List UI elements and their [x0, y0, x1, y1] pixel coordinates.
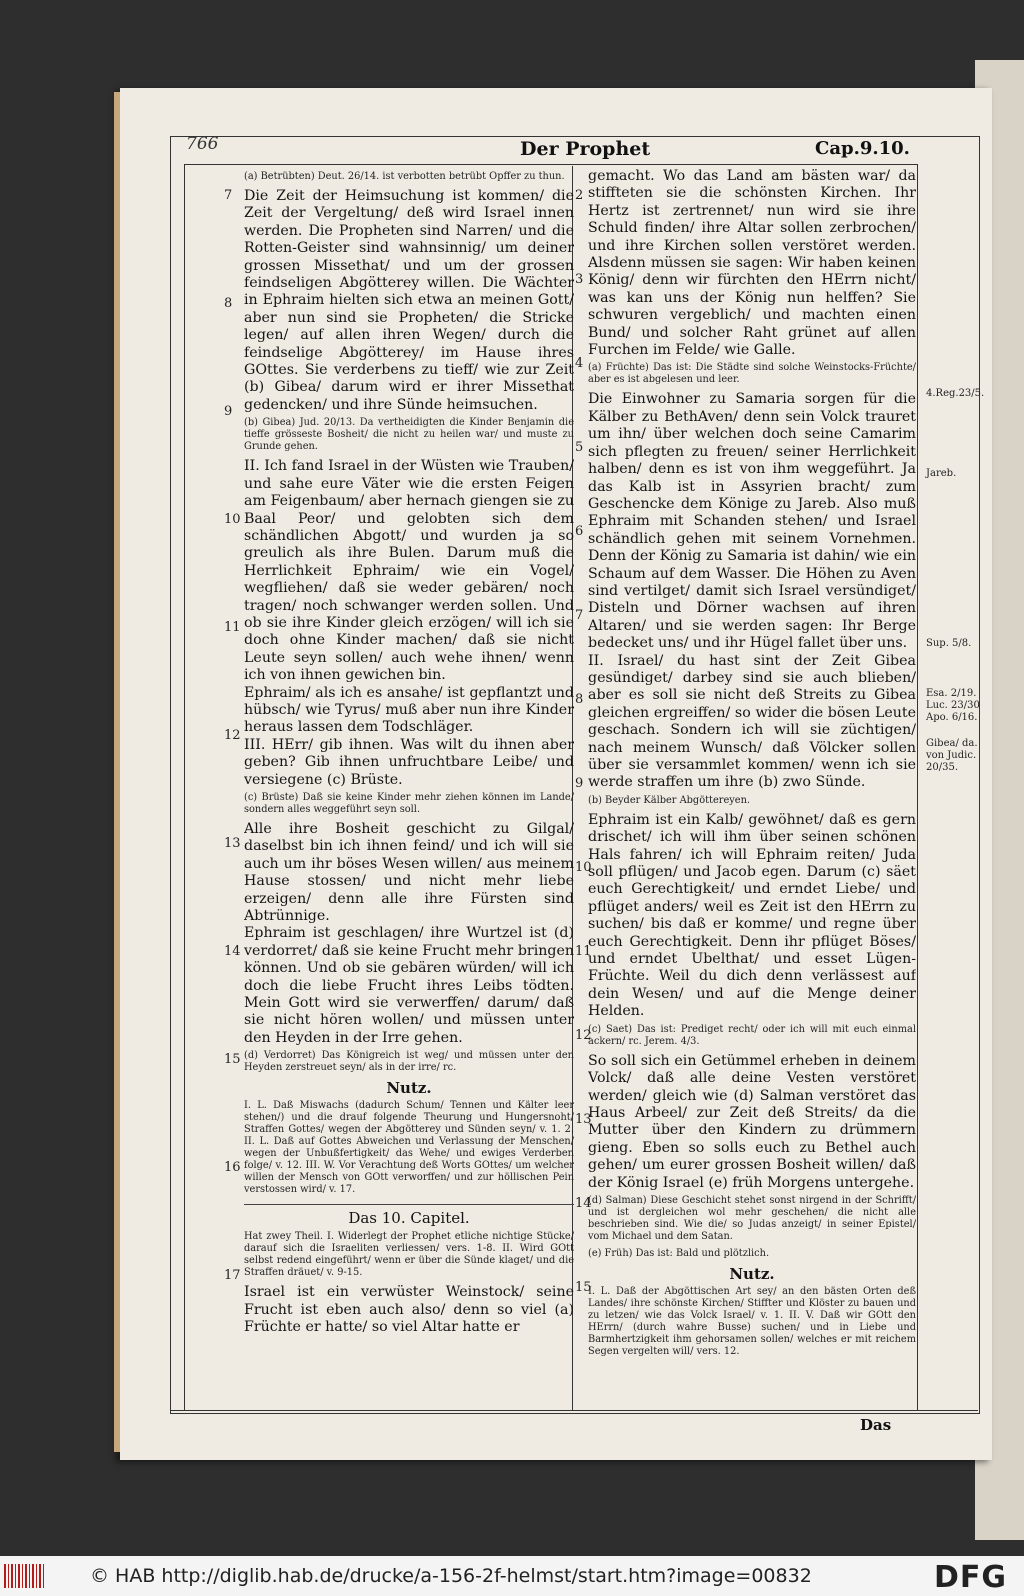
right-text-column — [588, 168, 916, 1408]
chapter-label: Cap.9.10. — [815, 138, 910, 159]
margin-reference: Sup. 5/8. — [926, 638, 972, 649]
verse-number: 4 — [575, 356, 584, 371]
margin-reference: Gibea/ da. von Judic. 20/35. — [926, 738, 978, 773]
verse-number: 2 — [575, 188, 584, 203]
verse-text: III. HErr/ gib ihnen. Was wilt du ihnen aber geben? Gib ihnen unfruchtbare Leibe/ und versiegene (c) Brüste. — [244, 736, 574, 788]
footnote: (d) Verdorret) Das Königreich ist weg/ und müssen unter den Heyden zerstreuet seyn/ als in der irre/ rc. — [244, 1050, 574, 1074]
margin-rule-left — [184, 164, 185, 1410]
left-text-column — [244, 168, 574, 1408]
margin-reference: Jareb. — [926, 468, 957, 479]
verse-text: Ephraim ist geschlagen/ ihre Wurtzel ist (d) verdorret/ daß sie keine Frucht mehr bringen können. Und ob sie gebären würden/ will ich doch die liebe Frucht ihres Leibs tödten. Mein Gott wird sie verwerffen/ darum/ daß sie nicht hören wollen/ und müssen unter den Heyden in der Irre gehen. — [244, 925, 574, 1046]
margin-reference: 4.Reg.23/5. — [926, 388, 985, 399]
footnote: I. L. Daß Miswachs (dadurch Schum/ Tennen und Kälter leer stehen/) und die drauf folgende Theurung und Hungersnoht/ Straffen Gottes/ wegen der Abgötterey und Sünden seyn/ v. 1. 2. II. L. Daß auf Gottes Abweichen und Verlassung der Menschen/ wegen der Unbußfertigkeit/ das Wehe/ und ewiges Verderben folge/ v. 12. III. W. Vor Verachtung deß Worts GOttes/ um welcher willen der Mensch von GOtt verworffen/ und zur höllischen Pein verstossen wird/ v. 17. — [244, 1100, 574, 1196]
margin-reference: Esa. 2/19. Luc. 23/30 Apo. 6/16. — [926, 688, 980, 723]
section-heading: Nutz. — [386, 1079, 432, 1098]
verse-number: 13 — [575, 1112, 592, 1127]
verse-number: 11 — [224, 620, 241, 635]
verse-text: Ephraim ist ein Kalb/ gewöhnet/ daß es gern drischet/ ich will ihm über seinen schönen Hals fahren/ ich will Ephraim reiten/ Juda soll pflügen/ und Jacob egen. Darum (c) säet euch Gerechtigkeit/ und erndet Liebe/ und pflüget anders/ weil es Zeit ist den HErrn zu suchen/ bis daß er komme/ und regne über euch Gerechtigkeit. Denn ihr pflüget Böses/ und erndet Ubelthat/ und esset Lügen-Früchte. Weil du dich denn verlässest auf dein Wesen/ und auf die Menge deiner Helden. — [588, 811, 916, 1020]
verse-text: Ephraim/ als ich es ansahe/ ist gepflantzt und hübsch/ wie Tyrus/ muß aber nun ihre Kinder heraus lassen dem Todschläger. — [244, 684, 574, 736]
footnote: (a) Betrübten) Deut. 26/14. ist verbotten betrübt Opffer zu thun. — [244, 171, 565, 182]
verse-number: 9 — [224, 404, 233, 419]
verse-text: So soll sich ein Getümmel erheben in deinem Volck/ daß alle deine Vesten verstöret werden/ gleich wie (d) Salman verstöret das Haus Arbeel/ zur Zeit deß Streits/ da die Mutter über den Kindern zu drümmern gieng. Eben so solls euch zu Bethel auch gehen/ um eurer grossen Bosheit willen/ daß der König Israel (e) früh Morgens untergehe. — [588, 1052, 916, 1191]
verse-number: 12 — [224, 728, 241, 743]
verse-number: 15 — [575, 1280, 592, 1295]
verse-number: 7 — [575, 608, 584, 623]
footer-url[interactable]: © HAB http://diglib.hab.de/drucke/a-156-2f-helmst/start.htm?image=00832 — [90, 1565, 812, 1587]
dfg-logo: DFG — [934, 1560, 1008, 1595]
footnote: (a) Früchte) Das ist: Die Städte sind solche Weinstocks-Früchte/ aber es ist abgelesen und leer. — [588, 362, 916, 386]
page-number: 766 — [186, 134, 219, 154]
verse-number: 10 — [575, 860, 592, 875]
verse-number: 14 — [224, 944, 241, 959]
verse-number: 10 — [224, 512, 241, 527]
verse-number: 11 — [575, 944, 592, 959]
footnote: (c) Saet) Das ist: Prediget recht/ oder ich will mit euch einmal ackern/ rc. Jerem. 4/3. — [588, 1023, 916, 1047]
verse-number: 14 — [575, 1196, 592, 1211]
verse-number: 3 — [575, 272, 584, 287]
verse-number: 6 — [575, 524, 584, 539]
footnote: (d) Salman) Diese Geschicht stehet sonst nirgend in der Schrifft/ und ist dergleichen wol mehr geschehen/ die nicht alle beschrieben sind. Wie die/ so Judas anzeigt/ in seiner Epistel/ vom Michael und dem Satan. — [588, 1194, 916, 1242]
verse-text: Alle ihre Bosheit geschicht zu Gilgal/ daselbst bin ich ihnen feind/ und ich will sie auch um ihr böses Wesen willen/ aus meinem Hause stossen/ und nicht mehr liebe erzeigen/ denn alle ihre Fürsten sind Abtrünnige. — [244, 821, 574, 925]
footnote: (c) Brüste) Daß sie keine Kinder mehr ziehen können im Lande/ sondern alles weggeführt seyn soll. — [244, 792, 574, 815]
verse-number: 7 — [224, 188, 233, 203]
footer-bar — [0, 1556, 1024, 1596]
section-heading: Nutz. — [729, 1264, 775, 1283]
verse-text: Die Einwohner zu Samaria sorgen für die Kälber zu BethAven/ denn sein Volck trauret um ihn/ über welchen doch seine Camarim sich pflegten zu freuen/ seiner Herrlichkeit halben/ denn es ist von ihm weggeführt. Ja das Kalb ist in Assyrien bracht/ zum Geschencke dem Könige zu Jareb. Also muß Ephraim mit Schanden stehen/ und Israel schändlich gehen mit seinem Vornehmen. Denn der König zu Samaria ist dahin/ wie ein Schaum auf dem Wasser. Die Höhen zu Aven sind vertilget/ damit sich Israel versündiget/ Disteln und Dörner wachsen auf ihren Altaren/ und sie werden sagen: Ihr Berge bedecket uns/ und ihr Hügel fallet über uns. — [588, 391, 916, 652]
catchword: Das — [860, 1416, 892, 1434]
footnote: (b) Beyder Kälber Abgöttereyen. — [588, 794, 751, 806]
verse-text: II. Ich fand Israel in der Wüsten wie Trauben/ und sahe eure Väter wie die ersten Feigen am Feigenbaum/ aber hernach giengen sie zu Baal Peor/ und gelobten sich dem schändlichen Abgott/ und wurden ja so greulich als ihre Bulen. Darum muß die Herrlichkeit Ephraim/ wie ein Vogel/ wegfliehen/ daß sie weder gebären/ noch tragen/ noch schwanger werden sollen. Und ob sie ihre Kinder gleich erzögen/ will ich sie doch ohne Kinder machen/ daß sie nicht Leute seyn sollen/ auch wehe ihnen/ wenn ich von ihnen gewichen bin. — [244, 458, 574, 684]
scanned-page — [120, 88, 992, 1460]
header-rule — [184, 164, 918, 165]
verse-number: 12 — [575, 1028, 592, 1043]
verse-number: 5 — [575, 440, 584, 455]
verse-number: 8 — [575, 692, 584, 707]
chapter-heading: Das 10. Capitel. — [244, 1204, 574, 1227]
verse-number: 13 — [224, 836, 241, 851]
verse-number: 16 — [224, 1160, 241, 1175]
verse-number: 8 — [224, 296, 233, 311]
margin-rule-right — [917, 164, 918, 1410]
footnote: Hat zwey Theil. I. Widerlegt der Prophet etliche nichtige Stücke/ darauf sich die Israeliten verliessen/ vers. 1-8. II. Wird GOtt selbst redend eingeführt/ wenn er über die Sünde klaget/ und die Straffen dräuet/ v. 9-15. — [244, 1231, 574, 1279]
verse-text: II. Israel/ du hast sint der Zeit Gibea gesündiget/ darbey sind sie auch blieben/ aber es soll sie nicht deß Streits zu Gibea gleichen ergreiffen/ so wider die bösen Leute geschach. Sondern ich will sie züchtigen/ nach meinem Wunsch/ daß Völcker sollen über sie versammlet kommen/ wenn ich sie werde straffen um ihre (b) zwo Sünde. — [588, 652, 916, 791]
running-title: Der Prophet — [520, 138, 651, 160]
page-fore-edge — [114, 92, 120, 1452]
footer-rule — [170, 1410, 978, 1411]
footnote: I. L. Daß der Abgöttischen Art sey/ an den bästen Orten deß Landes/ ihre schönste Kirchen/ Stiffter und Klöster zu bauen und zu letzen/ wie das Volck Israel/ v. 1. II. V. Daß wir GOtt den HErrn/ (durch wahre Busse) suchen/ und in Liebe und Barmhertzigkeit ihm gehorsamen sollen/ welches er mit reichem Segen vergelten will/ vers. 12. — [588, 1285, 916, 1357]
verse-text: Die Zeit der Heimsuchung ist kommen/ die Zeit der Vergeltung/ deß wird Israel innen werden. Die Propheten sind Narren/ und die Rotten-Geister sind wahnsinnig/ um deiner grossen Missethat/ und um der grossen feindseligen Abgötterey willen. Die Wächter in Ephraim hielten sich etwa an meinen Gott/ aber nun sind sie Propheten/ die Stricke legen/ auf allen ihren Wegen/ durch die feindselige Abgötterey/ im Hause ihres GOttes. Sie verderbens zu tieff/ wie zur Zeit (b) Gibea/ darum wird er ihrer Missethat gedencken/ und ihre Sünde heimsuchen. — [244, 188, 574, 413]
verse-text: gemacht. Wo das Land am bästen war/ da stiffteten sie die schönsten Kirchen. Ihr Hertz ist zertrennet/ nun wird sie ihre Schuld finden/ ihre Altar sollen zerbrochen/ und ihre Kirchen sollen verstöret werden. Alsdenn müssen sie sagen: Wir haben keinen König/ denn wir fürchten den HErrn nicht/ was kan uns der König nun helffen? Sie schwuren vergeblich/ und machten einen Bund/ und solcher Raht grünet auf allen Furchen im Felde/ wie Galle. — [588, 168, 916, 359]
verse-number: 17 — [224, 1268, 241, 1283]
barcode-logo-icon — [4, 1564, 44, 1588]
verse-text: Israel ist ein verwüster Weinstock/ seine Frucht ist eben auch also/ denn so viel (a) Früchte er hatte/ so viel Altar hatte er — [244, 1284, 574, 1336]
footnote: (e) Früh) Das ist: Bald und plötzlich. — [588, 1247, 770, 1259]
verse-number: 15 — [224, 1052, 241, 1067]
footnote: (b) Gibea) Jud. 20/13. Da vertheidigten die Kinder Benjamin die tieffe grösseste Bosheit/ die nicht zu heilen war/ und muste zu Grunde gehen. — [244, 417, 574, 453]
verse-number: 9 — [575, 776, 584, 791]
